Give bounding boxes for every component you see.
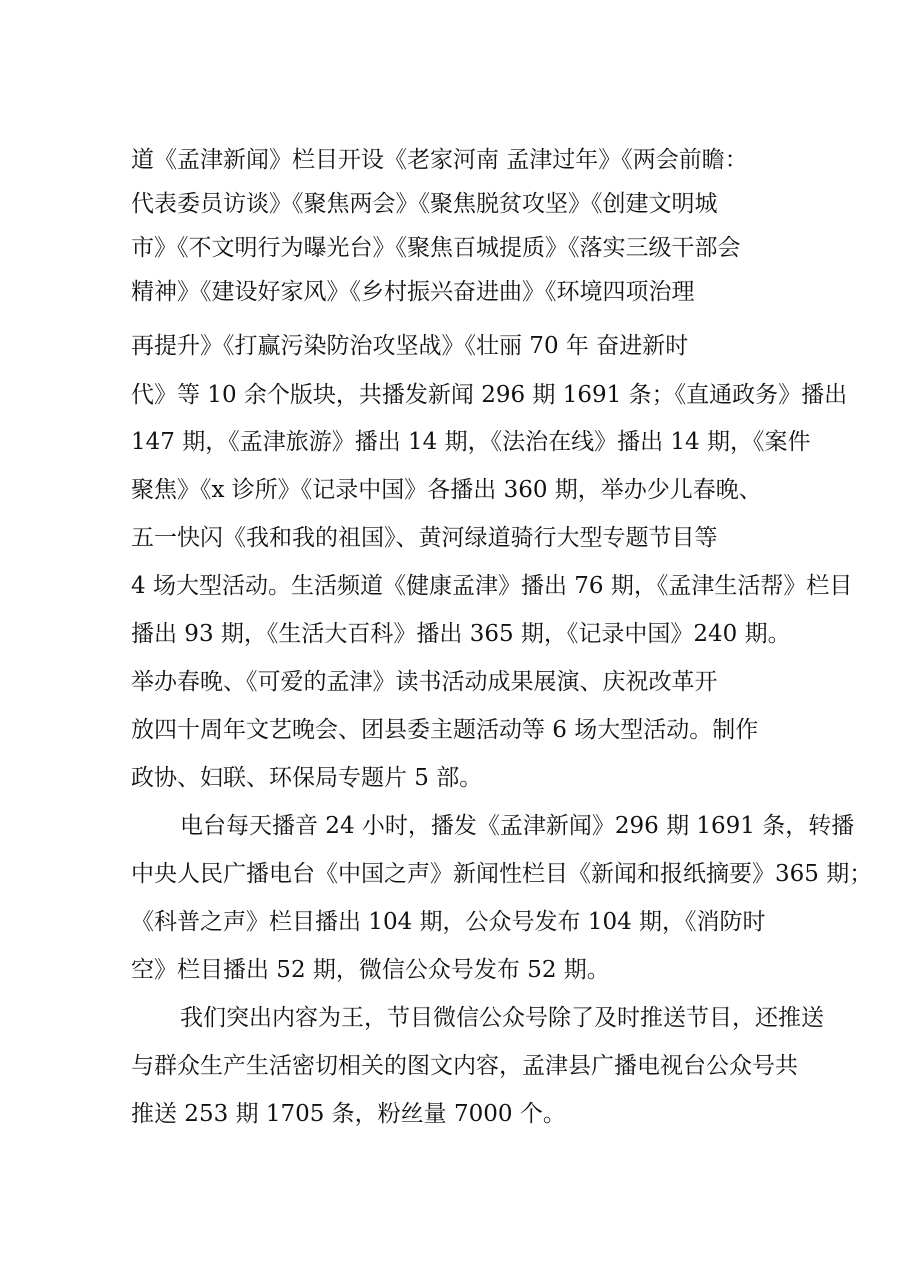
text-line: 五一快闪《我和我的祖国》、黄河绿道骑行大型专题节目等	[131, 525, 718, 551]
text-line: 播出 93 期，《生活大百科》播出 365 期，《记录中国》240 期。	[131, 621, 791, 647]
text-line: 精神》《建设好家风》《乡村振兴奋进曲》《环境四项治理	[131, 279, 695, 305]
text-line: 道《孟津新闻》栏目开设《老家河南 孟津过年》《两会前瞻：	[131, 147, 748, 173]
text-line: 放四十周年文艺晚会、团县委主题活动等 6 场大型活动。制作	[131, 717, 759, 743]
text-line: 空》栏目播出 52 期，微信公众号发布 52 期。	[131, 957, 610, 983]
text-line: 市》《不文明行为曝光台》《聚焦百城提质》《落实三级干部会	[131, 235, 741, 261]
text-line: 代表委员访谈》《聚焦两会》《聚焦脱贫攻坚》《创建文明城	[131, 191, 718, 217]
text-line: 推送 253 期 1705 条，粉丝量 7000 个。	[131, 1101, 566, 1127]
text-line: 中央人民广播电台《中国之声》新闻性栏目《新闻和报纸摘要》365 期；	[131, 861, 873, 887]
text-line: 政协、妇联、环保局专题片 5 部。	[131, 765, 483, 791]
text-line: 4 场大型活动。生活频道《健康孟津》播出 76 期，《孟津生活帮》栏目	[131, 573, 853, 599]
text-line: 与群众生产生活密切相关的图文内容，孟津县广播电视台公众号共	[131, 1053, 798, 1079]
text-line: 举办春晚、《可爱的孟津》读书活动成果展演、庆祝改革开	[131, 669, 718, 695]
text-line: 147 期，《孟津旅游》播出 14 期，《法治在线》播出 14 期，《案件	[131, 429, 811, 455]
text-line: 聚焦》《x 诊所》《记录中国》各播出 360 期，举办少儿春晚、	[131, 477, 762, 503]
text-line: 再提升》《打赢污染防治攻坚战》《壮丽 70 年 奋进新时	[131, 333, 689, 359]
text-line: 电台每天播音 24 小时，播发《孟津新闻》296 期 1691 条，转播	[180, 813, 855, 839]
text-line: 我们突出内容为王，节目微信公众号除了及时推送节目，还推送	[180, 1005, 824, 1031]
text-line: 代》等 10 余个版块，共播发新闻 296 期 1691 条；《直通政务》播出	[131, 382, 848, 408]
text-line: 《科普之声》栏目播出 104 期，公众号发布 104 期，《消防时	[131, 909, 766, 935]
